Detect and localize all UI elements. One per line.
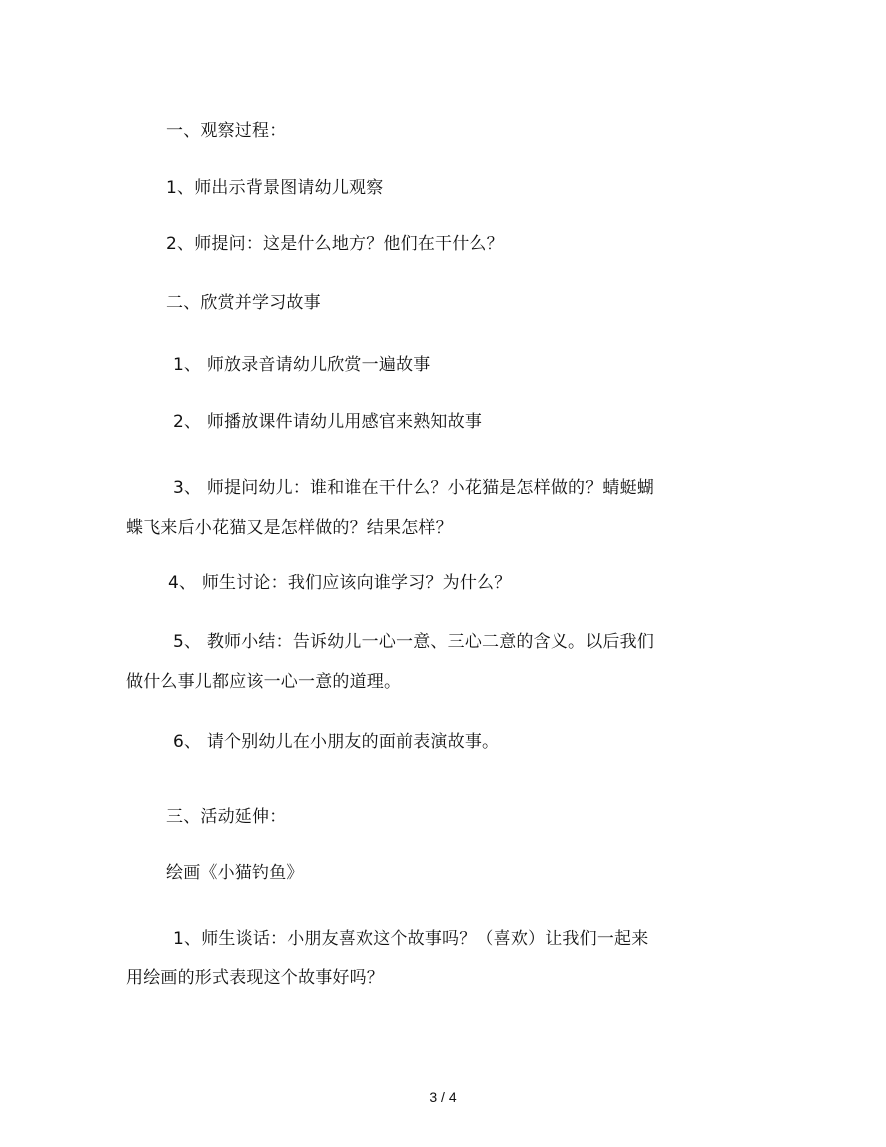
paragraph-line: 3、 师提问幼儿：谁和谁在干什么？小花猫是怎样做的？蜻蜓蝴: [173, 478, 655, 498]
paragraph-line: 蝶飞来后小花猫又是怎样做的？结果怎样？: [126, 518, 453, 538]
paragraph-line: 用绘画的形式表现这个故事好吗？: [126, 968, 384, 988]
paragraph-line: 1、师生谈话：小朋友喜欢这个故事吗？（喜欢）让我们一起来: [173, 929, 649, 949]
paragraph-line: 1、师出示背景图请幼儿观察: [166, 178, 384, 198]
section-heading-story: 二、欣赏并学习故事: [166, 293, 321, 313]
paragraph-line: 6、 请个别幼儿在小朋友的面前表演故事。: [173, 732, 500, 752]
paragraph-line: 1、 师放录音请幼儿欣赏一遍故事: [173, 355, 431, 375]
section-heading-observation: 一、观察过程：: [166, 121, 287, 141]
paragraph-line: 5、 教师小结：告诉幼儿一心一意、三心二意的含义。以后我们: [173, 632, 655, 652]
paragraph-line: 2、师提问：这是什么地方？他们在干什么？: [166, 234, 504, 254]
paragraph-line: 做什么事儿都应该一心一意的道理。: [126, 672, 402, 692]
paragraph-line: 绘画《小猫钓鱼》: [166, 863, 304, 883]
paragraph-line: 2、 师播放课件请幼儿用感官来熟知故事: [173, 412, 483, 432]
page-number: 3 / 4: [429, 1089, 457, 1105]
paragraph-line: 4、 师生讨论：我们应该向谁学习？为什么？: [168, 573, 512, 593]
section-heading-extension: 三、活动延伸：: [166, 807, 287, 827]
